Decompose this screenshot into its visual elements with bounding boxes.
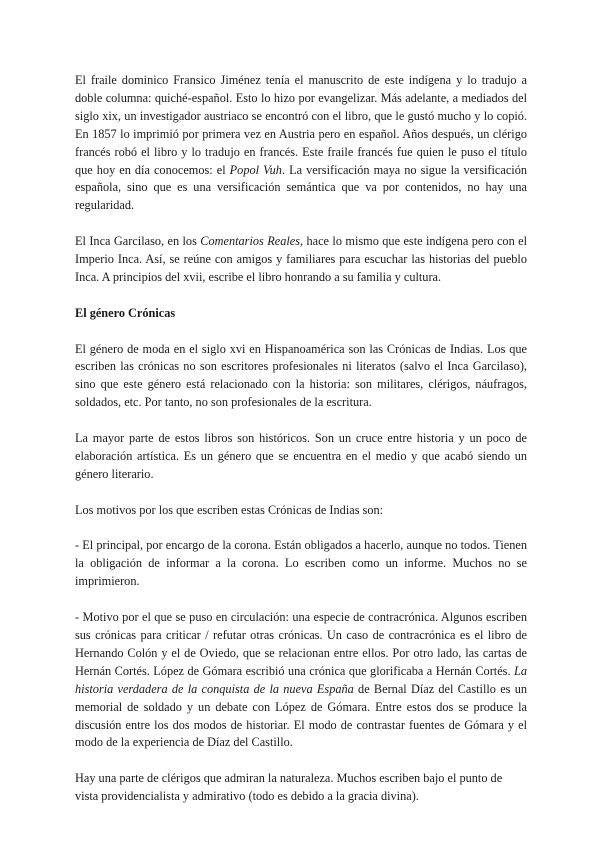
paragraph-motivo-principal: - El principal, por encargo de la corona. Están obligados a hacerlo, aunque no todos. Tienen la obligación de informar a la corona. Lo escriben como un informe. Muchos no se imprimieron. — [75, 538, 527, 589]
paragraph-inca-garcilaso — [75, 233, 527, 287]
paragraph-libros-historicos: La mayor parte de estos libros son históricos. Son un cruce entre historia y un poco de elaboración artística. Es un género que se encuentra en el medio y que acabó siendo un género literario. — [75, 431, 527, 481]
paragraph-genero-moda: El género de moda en el siglo xvi en Hispanoamérica son las Crónicas de Indias. Los que escriben las crónicas no son escritores profesionales ni literatos (salvo el Inca Garcilaso), sino que este género está relacionado con la historia: son militares, clérigos, náufragos, soldados, etc. Por tanto, no son profesionales de la escritura. — [75, 341, 527, 410]
paragraph-text: de Bernal Díaz del Castillo es un memorial de soldado y un debate con López de Gómara. Entre estos dos se produce la discusión entre los dos modos de historiar. El modo de contrastar fuentes de Gómara y el modo de la experiencia de Díaz del Castillo. — [75, 681, 527, 750]
paragraph-contracronica — [75, 609, 527, 752]
paragraph-text: El fraile dominico Fransico Jiménez tenía el manuscrito de este indígena y lo tradujo a doble columna: quiché-español. Esto lo hizo por evangelizar. Más adelante, a mediados del siglo xix, un investigador austriaco se encontró con el libro, que le gustó mucho y lo copió. En 1857 lo imprimió por primera vez en Austria pero en español. Años después, un clérigo francés robó el libro y lo tradujo en francés. Este fraile francés fue quien le puso el título que hoy en día conocemos: el — [75, 73, 527, 177]
paragraph-text: El Inca Garcilaso, en los — [75, 234, 201, 249]
paragraph-clerigos: Hay una parte de clérigos que admiran la naturaleza. Muchos escriben bajo el punto de vista providencialista y admirativo (todo es debido a la gracia divina). — [75, 771, 503, 804]
paragraph-text: - Motivo por el que se puso en circulación: una especie de contracrónica. Algunos escriben sus crónicas para criticar / refutar otras crónicas. Un caso de contracrónica es el libro de Hernando Colón y el de Oviedo, que se relacionan entre ellos. Por otro lado, las cartas de Hernán Cortés. López de Gómara escribió una crónica que glorificaba a Hernán Cortés. — [75, 610, 527, 678]
paragraph-motivos: Los motivos por los que escriben estas Crónicas de Indias son: — [75, 502, 384, 517]
section-heading: El género Crónicas — [75, 305, 176, 320]
document-page — [75, 72, 527, 824]
paragraph-popol-vuh — [75, 72, 527, 215]
book-title-historia-verdadera: La historia verdadera de la conquista de la nueva España — [75, 663, 527, 696]
paragraph-text: , hace lo mismo que este indígena pero con el Imperio Inca. Así, se reúne con amigos y familiares para escuchar las historias del pueblo Inca. A principios del xvii, escribe el libro honrando a su familia y cultura. — [75, 234, 528, 284]
paragraph-text: . La versificación maya no sigue la versificación española, sino que es una versificación semántica que va por contenidos, no hay una regularidad. — [75, 162, 528, 213]
book-title-popol-vuh: Popol Vuh — [229, 162, 282, 177]
book-title-comentarios-reales: Comentarios Reales — [200, 234, 301, 249]
